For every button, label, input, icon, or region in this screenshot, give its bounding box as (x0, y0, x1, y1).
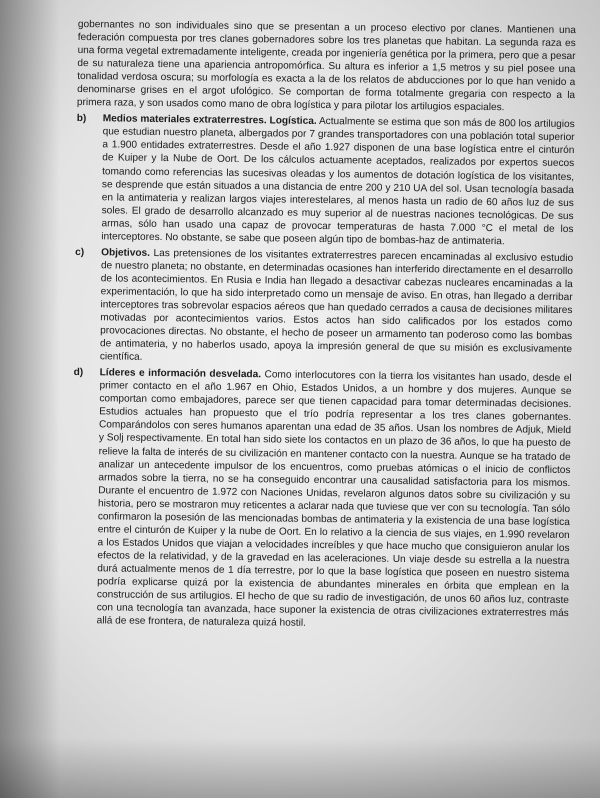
section-d-label: d) (73, 367, 84, 379)
section-b-title: Medios materiales extraterrestres. Logística. (102, 113, 317, 128)
section-b-body: Actualmente se estima que son más de 800 los artilugios que estudian nuestro planeta, albergados por 7 grandes transportadores con una población total superior a 1.900 entidades extraterrestres. Desde el año 1.927 disponen de una base logística entre el cinturón de Kuiper y la Nube de Oort. De los cálculos actuamente aceptados, realizados por expertos suecos tomando como referencias las sucesivas oleadas y los aumentos de dotación logística de los visitantes, se desprende que están situados a una distancia de entre 200 y 210 UA del sol. Usan tecnología basada en la antimateria y realizan largos viajes interestelares, al menos hasta un radio de 60 años luz de sus soles. El grado de desarrollo alcanzado es muy superior al de nuestras naciones tecnológicas. De sus armas, sólo han usado una capaz de provocar temperaturas de hasta 7.000 °C el metal de los interceptores. No obstante, se sabe que poseen algún tipo de bombas-haz de antimateria. (101, 116, 575, 247)
page-shadow-bottom (0, 738, 600, 798)
section-d-body: Como interlocutores con la tierra los visitantes han usado, desde el primer contacto en el año 1.967 en Ohio, Estados Unidos, a un hombre y dos mujeres. Aunque se comportan como embajadores, parece ser que tienen capacidad para tomar determinadas decisiones. Estudios actuales han propuesto que el trío podría representar a los tres clanes gobernantes. Comparándolos con seres humanos aparentan una edad de 35 años. Usan los nombres de Adjuk, Mield y Solj respectivamente. En total han sido siete los contactos en un plazo de 36 años, lo que ha puesto de relieve la falta de interés de su civilización en mantener contacto con la nuestra. Aunque se ha tratado de analizar un antecedente impulsor de los encuentros, como pruebas atómicas o el inicio de conflictos armados sobre la tierra, no se ha conseguido encontrar una causalidad satisfactoria para los mismos. Durante el encuentro de 1.972 con Naciones Unidas, revelaron algunos datos sobre su civilización y su historia, pero se mostraron muy reticentes a aclarar nada que tuviese que ver con su tecnología. Tan sólo confirmaron la posesión de las mencionadas bombas de antimateria y la existencia de una base logística entre el cinturón de Kuiper y la nube de Oort. En lo relativo a la ciencia de sus viajes, en 1.990 revelaron a los Estados Unidos que viajan a velocidades increíbles y que hace mucho que consiguieron anular los efectos de la relatividad, y de la gravedad en las aceleraciones. Un viaje desde su estrella a la nuestra durá actualmente menos de 1 día terrestre, por lo que la base logística que poseen en nuestro sistema podría explicarse quizá por la existencia de abundantes minerales en órbita que emplean en la construcción de sus artilugios. El hecho de que su radio de investigación, de unos 60 años luz, contraste con una tecnología tan avanzada, hace suponer la existencia de otras civilizaciones extraterrestres más allá de ese frontera, de naturaleza quizá hostil. (96, 369, 572, 629)
section-d (71, 366, 572, 633)
section-c-title: Objetivos. (101, 247, 151, 259)
document-body (71, 18, 576, 633)
intro-paragraph: gobernantes no son individuales sino que se presentan a un proceso electivo por clanes. Mantienen una federación compuesta por tres clanes gobernadores sobre los tres planetas que habitan. La segunda raza es una forma vegetal extremadamente inteligente, creada por ingeniería genética por la primera, pero que a pesar de su naturaleza tiene una apariencia antropomórfica. Su altura es inferior a 1,5 metros y su piel posee una tonalidad verdosa oscura; su morfología es exacta a la de los relatos de abducciones por lo que han venido a denominarse grises en el argot ufológico. Se comportan de forma totalmente gregaria con respecto a la primera raza, y son usados como mano de obra logística y para pilotar los artilugios espaciales. (76, 18, 576, 114)
section-d-title: Líderes e información desvelada. (99, 367, 262, 381)
section-b (75, 112, 575, 249)
section-b-label: b) (76, 113, 87, 125)
section-c-label: c) (75, 246, 85, 258)
page-shadow-left (0, 0, 60, 798)
section-c (74, 246, 573, 369)
section-c-body: Las pretensiones de los visitantes extraterrestres parecen encaminadas al exclusivo estudio de nuestro planeta; no obstante, en determinadas ocasiones han interferido directamente en el desarrollo de los acontecimientos. En Rusia e India han llegado a desactivar cabezas nucleares encaminadas a la experimentación, lo que ha sido interpretado como un mensaje de aviso. En otras, han llegado a derribar interceptores tras sobrevolar espacios aéreos que han quedado cerrados a causa de decisiones militares motivadas por acontecimientos varios. Estos actos han sido calificados por los estados como provocaciones directas. No obstante, el hecho de poseer un armamento tan poderoso como las bombas de antimateria, y no haberlos usado, apoya la impresión general de que su misión es exclusivamente científica. (99, 247, 574, 363)
